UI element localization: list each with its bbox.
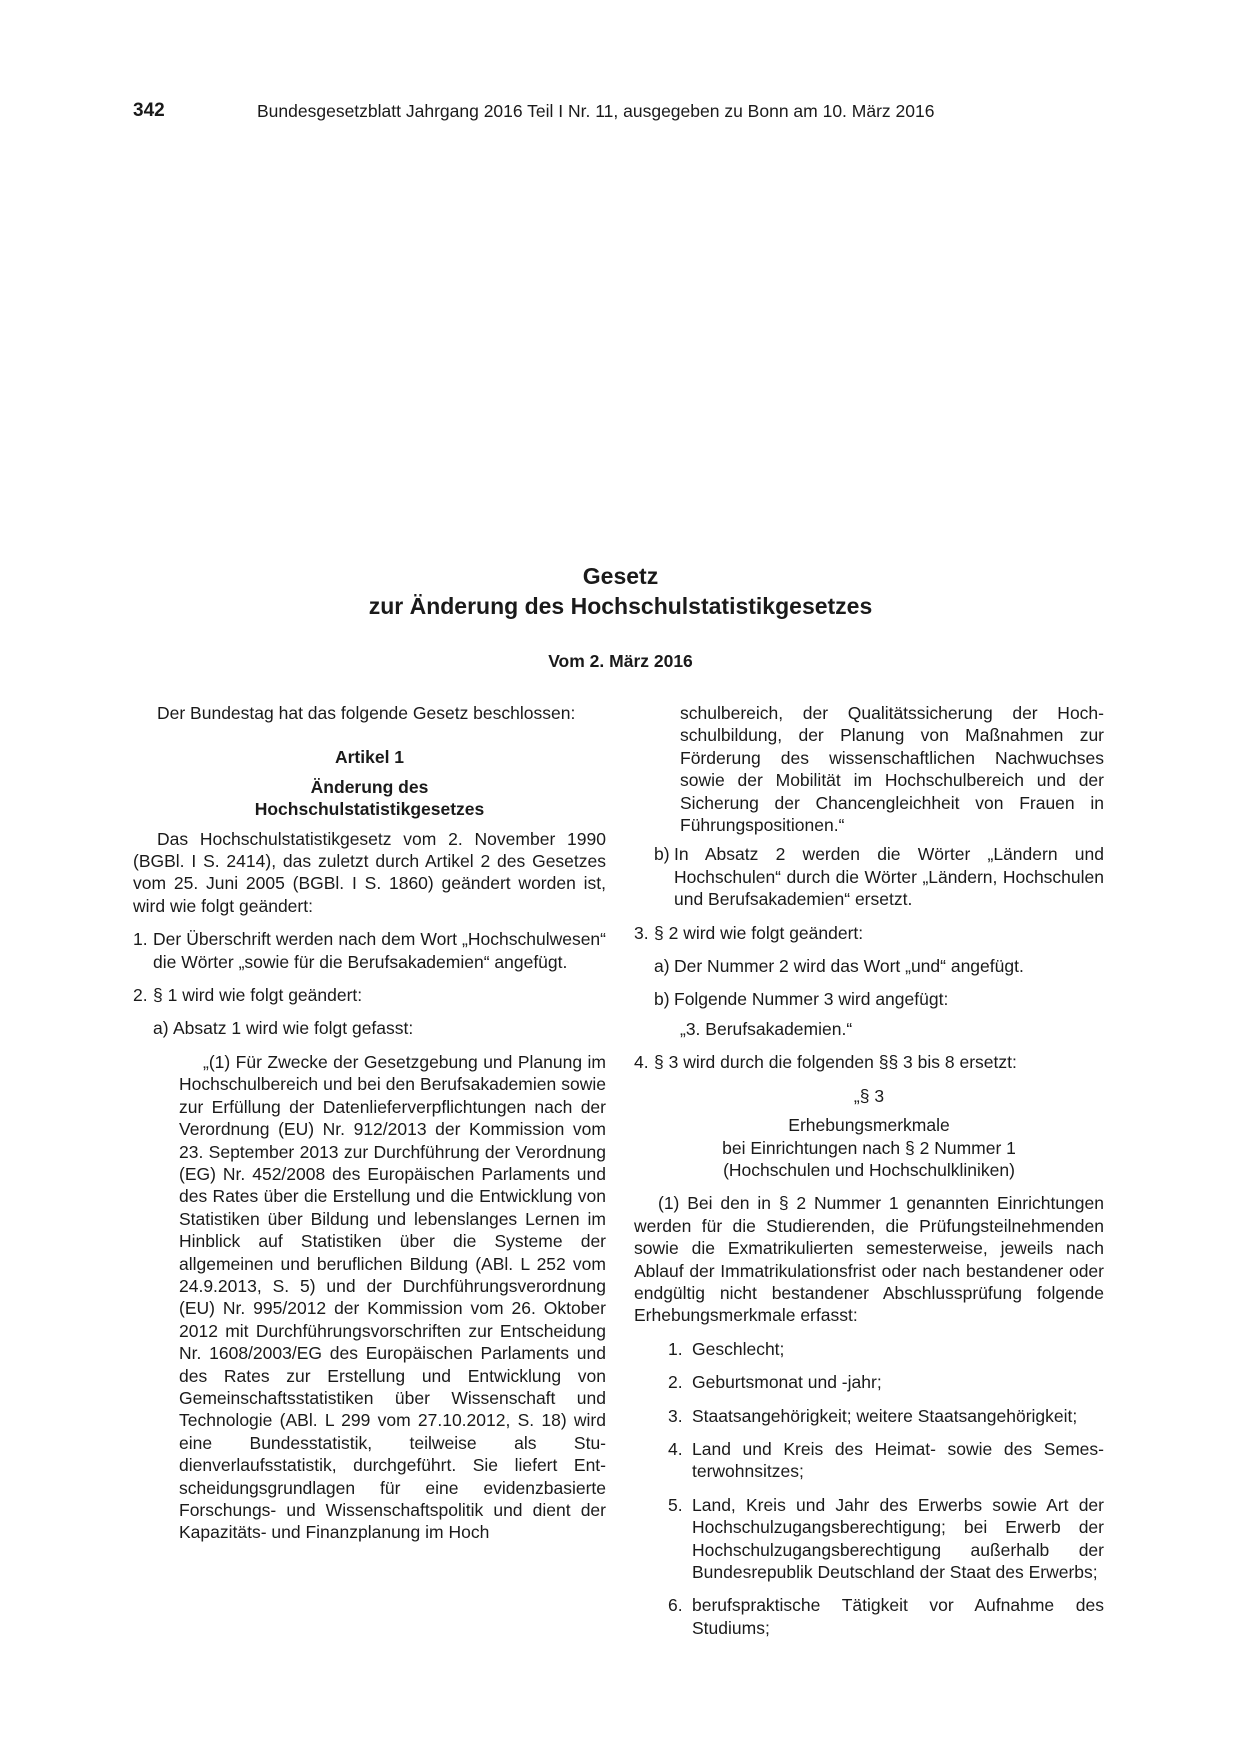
item-text: Geschlecht; [692,1338,785,1359]
item-text: Absatz 1 wird wie folgt gefasst: [173,1018,414,1039]
quoted-number: „3. Berufsakademien.“ [680,1018,853,1039]
artikel-heading: Artikel 1 [334,747,405,768]
quoted-paragraph: „(1) Für Zwecke der Gesetzgebung und Planung im Hochschulbereich und bei den Berufsakademien sowie zur Erfüllung der Datenlieferverpflichtungen nach der Verordnung (EU) Nr. 912/2013 der Kommission vom 23. September 2013 zur Durchführung der Verordnung (EG) Nr. 452/2008 des Europäischen Parlaments und des Rates über die Erstellung und die Entwicklung von Statistiken über Bildung und lebenslanges Lernen im Hinblick auf Statistiken über die Systeme der allgemeinen und beruflichen Bildung (ABl. L 252 vom 24.9.2013, S. 5) und der Durchführungsverordnung (EU) Nr. 995/2012 der Kommission vom 26. Oktober 2012 mit Durchführungsvorschriften zur Entscheidung Nr. 1608/2003/EG des Europäischen Parlaments und des Rates zur Erstellung und Entwicklung von Gemeinschaftsstatistiken über Wissenschaft und Technologie (ABl. L 299 vom 27.10.2012, S. 18) wird eine Bundesstatistik, teilweise als Studienverlaufsstatistik, durchgeführt. Sie liefert Entscheidungsgrundlagen für eine evidenzbasierte Forschungs- und Wissenschaftspolitik und dient der Kapazitäts- und Finanzplanung im Hoch [179,1051,606,1543]
artikel-subtitle-2: Hochschulstatistikgesetzes [254,799,485,820]
artikel-subtitle-1: Änderung des [310,776,429,797]
list-item-3a [634,955,1104,977]
law-title-block [0,561,1241,672]
right-column [634,702,1104,1639]
list-item-1 [133,928,606,973]
item-label: 2. [133,985,148,1006]
paragraph-title-3: (Hochschulen und Hochschulkliniken) [723,1159,1015,1180]
item-text: § 3 wird durch die folgenden §§ 3 bis 8 ersetzt: [654,1052,1017,1073]
item-text: Der Nummer 2 wird das Wort „und“ angefügt. [674,956,1024,977]
list-item-2 [133,984,606,1006]
item-text: Geburtsmonat und -jahr; [692,1372,882,1393]
list-item-3b [634,988,1104,1010]
feature-list-item [634,1438,1104,1483]
item-label: 2. [668,1372,683,1393]
paragraph-body: (1) Bei den in § 2 Nummer 1 genannten Einrichtungen werden für die Studierenden, die Prüfungsteilnehmenden sowie die Exmatrikulierten semesterweise, jeweils nach Ablauf der Immatrikulationsfrist oder nach bestandener oder endgültig nicht bestandener Abschlussprüfung folgende Erhebungsmerkmale erfasst: [634,1193,1104,1326]
preamble: Der Bundestag hat das folgende Gesetz beschlossen: [157,703,576,723]
quoted-paragraph-continued: schulbereich, der Qualitätssicherung der Hochschulbildung, der Planung von Maßnahmen zur Förderung des wissenschaftlichen Nachwuchses sowie der Mobilität im Hochschulbereich und der Sicherung der Chancengleichheit von Frauen in Führungspositionen.“ [680,703,1104,836]
item-label: 3. [634,922,649,943]
item-text: § 1 wird wie folgt geändert: [153,985,363,1006]
item-label: 4. [668,1438,683,1459]
item-label: b) [654,989,670,1010]
item-label: 4. [634,1052,649,1073]
item-text: In Absatz 2 werden die Wörter „Ländern und Hochschulen“ durch die Wörter „Ländern, Hochschulen und Berufsakademien“ ersetzt. [674,844,1104,910]
list-item-3 [634,922,1104,944]
item-label: a) [654,956,670,977]
feature-list-item [634,1338,1104,1360]
item-text: berufspraktische Tätigkeit vor Aufnahme des Studiums; [692,1595,1104,1638]
item-label: 5. [668,1494,683,1515]
item-label: 1. [668,1338,683,1359]
list-item-4 [634,1051,1104,1073]
item-label: 3. [668,1405,683,1426]
law-title-line2: zur Änderung des Hochschulstatistikgesetzes [368,593,873,619]
feature-list-item [634,1405,1104,1427]
paragraph-number: „§ 3 [853,1085,885,1106]
item-text: § 2 wird wie folgt geändert: [654,922,864,943]
law-date: Vom 2. März 2016 [548,651,693,671]
item-text: Folgende Nummer 3 wird angefügt: [674,989,949,1010]
item-text: Staatsangehörigkeit; weitere Staatsangehörigkeit; [692,1405,1078,1426]
left-column [133,702,606,1544]
feature-list-item [634,1494,1104,1584]
list-item-2a [133,1017,606,1039]
item-label: a) [153,1018,169,1039]
feature-list [634,1338,1104,1639]
item-label: 1. [133,929,148,950]
item-text: Der Überschrift werden nach dem Wort „Hochschulwesen“ die Wörter „sowie für die Berufsakademien“ angefügt. [153,929,606,972]
item-label: 6. [668,1595,683,1616]
item-text: Land, Kreis und Jahr des Erwerbs sowie Art der Hochschulzugangsberechtigung; bei Erwerb der Hochschulzugangsberechtigung außerhalb der Bundesrepublik Deutschland der Staat des Erwerbs; [692,1494,1104,1582]
page-number: 342 [133,100,165,121]
item-text: Land und Kreis des Heimat- sowie des Semesterwohnsitzes; [692,1438,1104,1482]
item-label: b) [654,844,670,865]
paragraph-title-1: Erhebungsmerkmale [788,1115,950,1136]
intro-paragraph: Das Hochschulstatistikgesetz vom 2. November 1990 (BGBl. I S. 2414), das zuletzt durch Artikel 2 des Gesetzes vom 25. Juni 2005 (BGBl. I S. 1860) geändert worden ist, wird wie folgt geändert: [133,828,606,916]
paragraph-title-2: bei Einrichtungen nach § 2 Nummer 1 [722,1137,1016,1158]
running-title: Bundesgesetzblatt Jahrgang 2016 Teil I Nr. 11, ausgegeben zu Bonn am 10. März 2016 [257,101,935,121]
feature-list-item [634,1371,1104,1393]
list-item-2b [634,843,1104,910]
law-title-line1: Gesetz [582,563,659,589]
feature-list-item [634,1594,1104,1639]
